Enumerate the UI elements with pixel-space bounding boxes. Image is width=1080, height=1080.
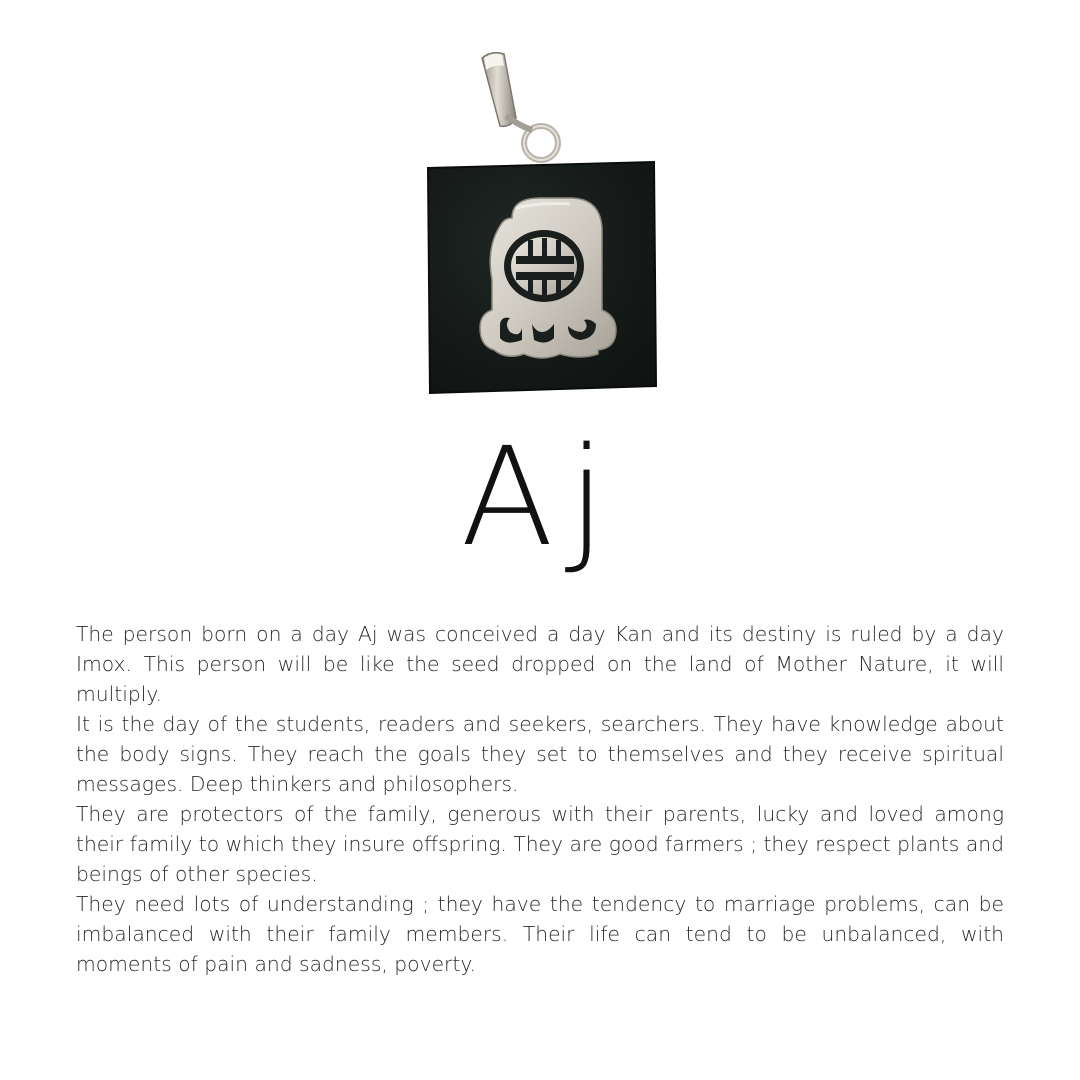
description-paragraph: It is the day of the students, readers and seekers, searchers. They have knowledge about the body signs. They reach the goals they set to themselves and they receive spiritual messages. Deep thinkers and philosophers.	[76, 712, 1004, 796]
day-sign-title: Aj	[460, 419, 620, 577]
description-paragraph: The person born on a day Aj was conceived a day Kan and its destiny is ruled by a day Imox. This person will be like the seed dropped on the land of Mother Nature, it will multiply.	[76, 622, 1004, 706]
description-paragraph: They are protectors of the family, generous with their parents, lucky and loved among their family to which they insure offspring. They are good farmers ; they respect plants and beings of other species.	[76, 802, 1004, 886]
description-paragraph: They need lots of understanding ; they have the tendency to marriage problems, can be imbalanced with their family members. Their life can tend to be unbalanced, with moments of pain and sadness, poverty.	[76, 892, 1004, 976]
pendant-illustration	[420, 48, 670, 400]
day-sign-description	[76, 619, 1004, 979]
aj-pendant-image	[420, 48, 670, 400]
pendant-bail	[482, 53, 558, 160]
